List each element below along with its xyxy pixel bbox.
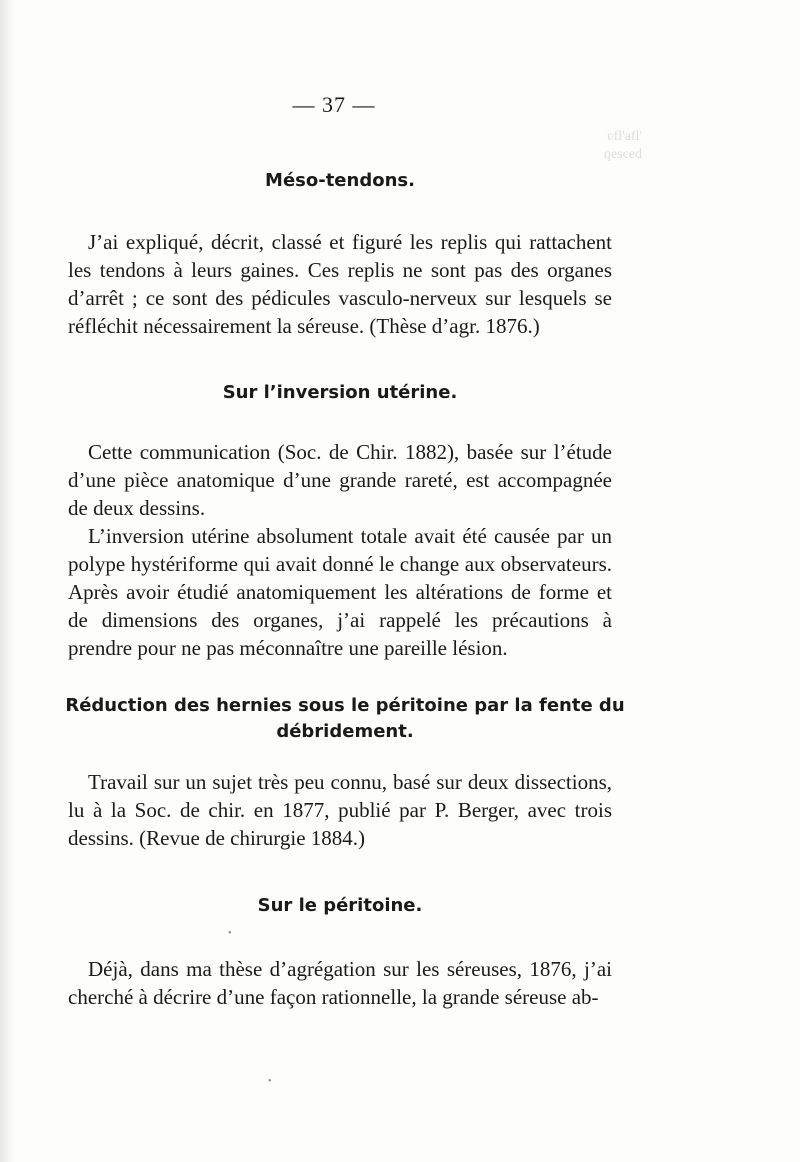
paragraph: Cette communication (Soc. de Chir. 1882), basée sur l’étude d’une pièce anatomique d’une grande rareté, est accompagnée de deux dessins. (68, 440, 612, 520)
section-body-reduction-hernies (68, 768, 612, 852)
section-title-inversion-uterine: Sur l’inversion utérine. (222, 382, 458, 403)
page-binding-shadow (0, 0, 14, 1162)
library-stamp: ʋfl'afl' qesced (603, 129, 642, 162)
ink-speck: • (228, 928, 232, 939)
paragraph: Déjà, dans ma thèse d’agrégation sur les séreuses, 1876, j’ai cherché à décrire d’une façon rationnelle, la grande séreuse ab- (68, 957, 612, 1009)
ink-speck: • (268, 1076, 272, 1087)
paragraph: J’ai expliqué, décrit, classé et figuré les replis qui rattachent les tendons à leurs gaines. Ces replis ne sont pas des organes d’arrêt ; ce sont des pédicules vasculo-nerveux sur lesquels se réfléchit nécessairement la séreuse. (Thèse d’agr. 1876.) (68, 230, 612, 338)
section-body-meso-tendons (68, 228, 612, 340)
section-body-peritoine (68, 955, 612, 1011)
page-number: — 37 — (292, 92, 376, 117)
section-title-peritoine: Sur le péritoine. (257, 895, 423, 916)
paragraph: L’inversion utérine absolument totale avait été causée par un polype hystériforme qui avait donné le change aux observateurs. Après avoir étudié anatomiquement les altérations de forme et de dimensions des organes, j’ai rappelé les précautions à prendre pour ne pas méconnaître une pareille lésion. (68, 524, 612, 660)
paragraph: Travail sur un sujet très peu connu, basé sur deux dissections, lu à la Soc. de chir. en 1877, publié par P. Berger, avec trois dessins. (Revue de chirurgie 1884.) (68, 770, 612, 850)
section-title-reduction-hernies: Réduction des hernies sous le péritoine par la fente du débridement. (65, 695, 625, 742)
section-title-meso-tendons: Méso-tendons. (265, 170, 415, 191)
section-body-inversion-uterine (68, 438, 612, 662)
